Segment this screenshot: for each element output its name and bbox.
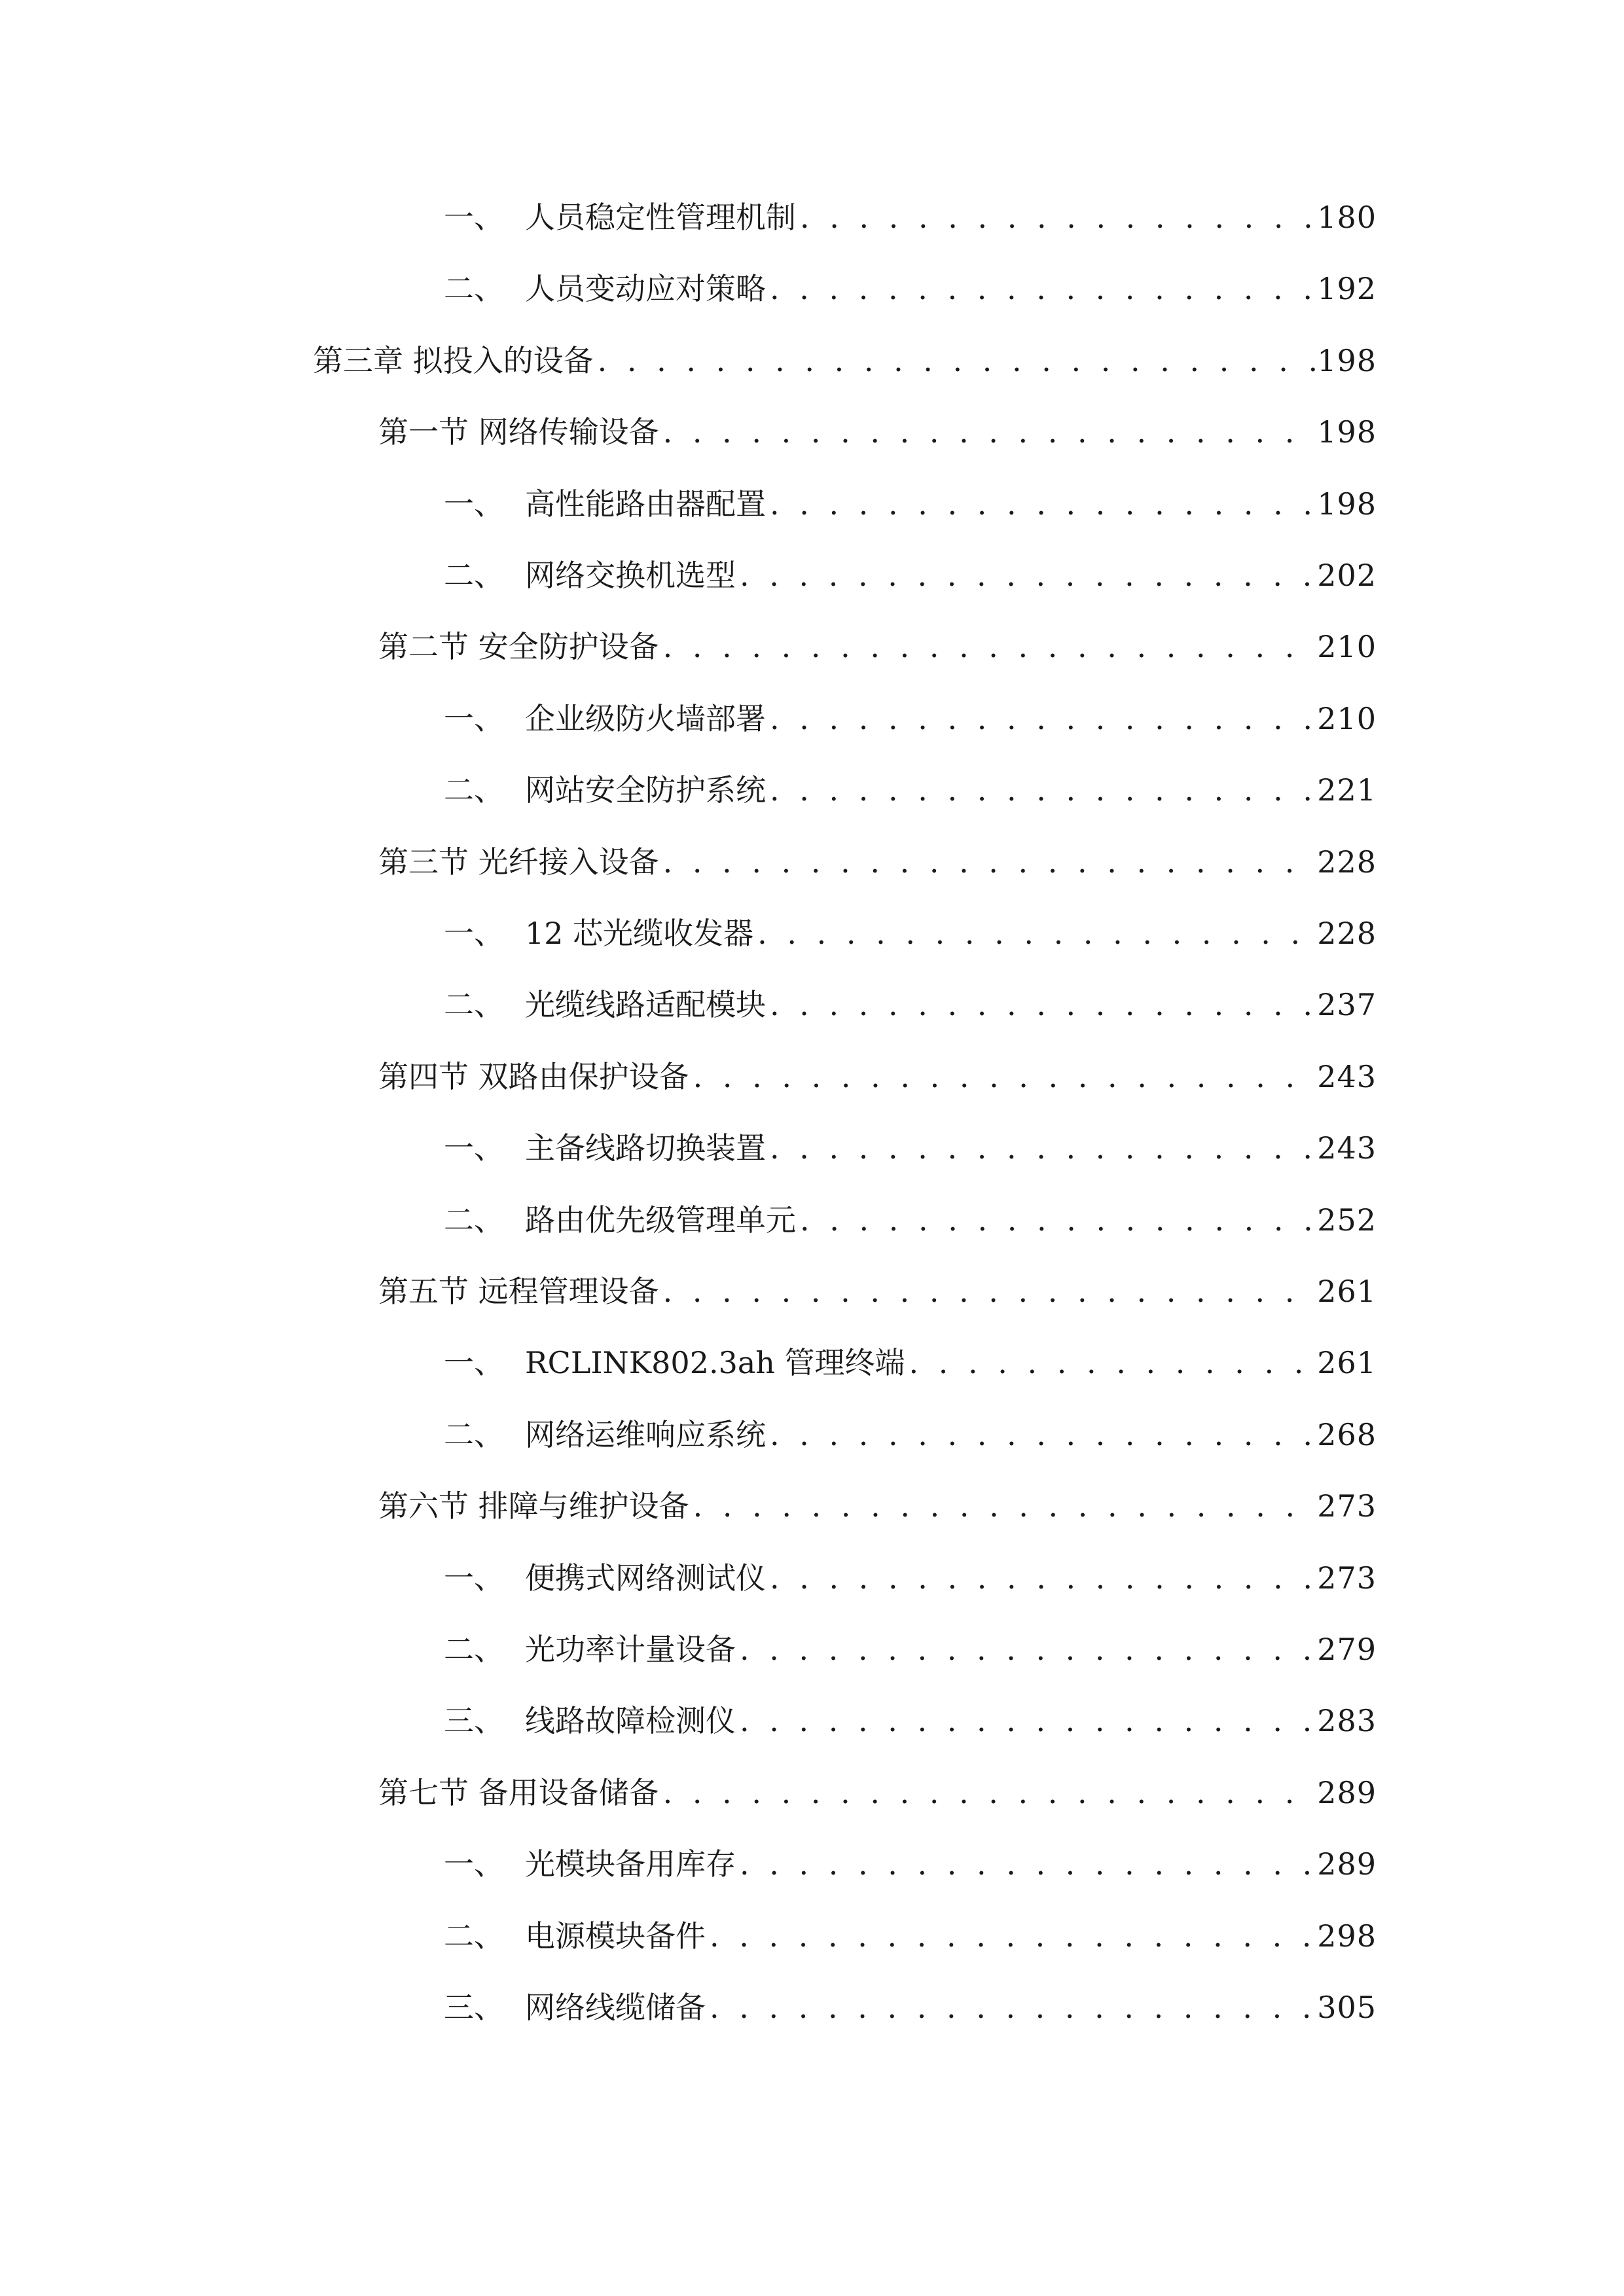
toc-entry-marker: 二、	[444, 1632, 504, 1667]
toc-entry-title: 人员变动应对策略	[525, 271, 766, 306]
toc-entry-title: 第六节 排障与维护设备	[378, 1488, 689, 1524]
toc-entry-page-number: 228	[1317, 916, 1377, 951]
toc-entry-page-number: 198	[1317, 414, 1377, 450]
toc-entry-page-number: 237	[1317, 987, 1377, 1022]
toc-entry-page-number: 283	[1317, 1703, 1377, 1738]
toc-entry-section[interactable]	[378, 1770, 1377, 1816]
toc-entry-page-number: 198	[1317, 343, 1377, 378]
toc-entry-page-number: 210	[1317, 629, 1377, 664]
toc-entry-page-number: 268	[1317, 1417, 1377, 1452]
toc-entry-leader	[659, 624, 1318, 670]
toc-entry-marker: 一、	[444, 1846, 504, 1882]
toc-entry-leader	[766, 481, 1317, 527]
toc-entry-title: 企业级防火墙部署	[525, 701, 766, 736]
toc-entry-marker: 二、	[444, 987, 504, 1022]
toc-entry-leader	[796, 1197, 1317, 1243]
toc-entry-marker: 二、	[444, 1918, 504, 1954]
toc-entry-item[interactable]	[444, 552, 1377, 598]
toc-entry-page-number: 289	[1317, 1775, 1377, 1810]
toc-entry-page-number: 273	[1317, 1560, 1377, 1596]
toc-entry-leader	[766, 767, 1317, 813]
toc-entry-item[interactable]	[444, 1913, 1377, 1959]
toc-entry-leader	[689, 1483, 1318, 1529]
toc-entry-leader	[689, 1054, 1318, 1100]
toc-entry-leader	[766, 1125, 1317, 1171]
toc-entry-marker: 一、	[444, 200, 504, 235]
toc-entry-item[interactable]	[444, 767, 1377, 813]
toc-entry-title: 第七节 备用设备储备	[378, 1775, 659, 1810]
toc-entry-page-number: 305	[1317, 1990, 1377, 2025]
toc-entry-section[interactable]	[378, 839, 1377, 885]
toc-entry-item[interactable]	[444, 1412, 1377, 1458]
toc-entry-title: 光功率计量设备	[525, 1632, 736, 1667]
toc-entry-item[interactable]	[444, 1197, 1377, 1243]
toc-entry-leader	[753, 910, 1317, 956]
toc-entry-marker: 一、	[444, 1345, 504, 1380]
toc-entry-title: 网络线缆储备	[525, 1990, 706, 2025]
toc-entry-title: 网络交换机选型	[525, 558, 736, 593]
toc-entry-marker: 一、	[444, 1560, 504, 1596]
toc-entry-item[interactable]	[444, 1555, 1377, 1601]
toc-entry-leader	[736, 1841, 1317, 1887]
toc-entry-leader	[706, 1913, 1317, 1959]
toc-entry-leader	[796, 194, 1317, 240]
toc-entry-item[interactable]	[444, 1698, 1377, 1744]
toc-entry-title: RCLINK802.3ah 管理终端	[525, 1345, 905, 1380]
toc-entry-page-number: 198	[1317, 486, 1377, 522]
toc-entry-page-number: 273	[1317, 1488, 1377, 1524]
toc-entry-leader	[736, 1626, 1317, 1672]
toc-entry-page-number: 261	[1317, 1274, 1377, 1309]
toc-entry-leader	[659, 409, 1318, 455]
toc-entry-page-number: 221	[1317, 772, 1377, 808]
toc-entry-title: 第四节 双路由保护设备	[378, 1059, 689, 1094]
toc-entry-leader	[706, 1984, 1317, 2030]
toc-entry-page-number: 228	[1317, 844, 1377, 880]
toc-entry-marker: 一、	[444, 1130, 504, 1166]
toc-entry-marker: 二、	[444, 1417, 504, 1452]
toc-entry-title: 网络运维响应系统	[525, 1417, 766, 1452]
toc-entry-item[interactable]	[444, 194, 1377, 240]
toc-entry-marker: 二、	[444, 1202, 504, 1238]
toc-entry-marker: 二、	[444, 271, 504, 306]
toc-entry-item[interactable]	[444, 1125, 1377, 1171]
toc-entry-marker: 三、	[444, 1703, 504, 1738]
toc-entry-title: 线路故障检测仪	[525, 1703, 736, 1738]
toc-entry-section[interactable]	[378, 1268, 1377, 1314]
toc-entry-item[interactable]	[444, 910, 1377, 956]
toc-entry-title: 高性能路由器配置	[525, 486, 766, 522]
toc-entry-title: 路由优先级管理单元	[525, 1202, 796, 1238]
toc-entry-leader	[766, 696, 1317, 742]
toc-entry-leader	[766, 1555, 1317, 1601]
toc-entry-leader	[659, 1770, 1318, 1816]
toc-entry-section[interactable]	[378, 1483, 1377, 1529]
toc-entry-page-number: 243	[1317, 1059, 1377, 1094]
toc-entry-leader	[736, 1698, 1317, 1744]
toc-entry-leader	[736, 552, 1317, 598]
toc-entry-title: 主备线路切换装置	[525, 1130, 766, 1166]
toc-entry-leader	[766, 1412, 1317, 1458]
toc-entry-title: 第五节 远程管理设备	[378, 1274, 659, 1309]
toc-entry-section[interactable]	[378, 624, 1377, 670]
toc-entry-title: 光模块备用库存	[525, 1846, 736, 1882]
toc-entry-section[interactable]	[378, 1054, 1377, 1100]
toc-entry-title: 12 芯光缆收发器	[525, 916, 754, 951]
toc-entry-page-number: 210	[1317, 701, 1377, 736]
toc-entry-page-number: 252	[1317, 1202, 1377, 1238]
toc-entry-page-number: 261	[1317, 1345, 1377, 1380]
toc-entry-title: 第三节 光纤接入设备	[378, 844, 659, 880]
toc-entry-page-number: 279	[1317, 1632, 1377, 1667]
toc-entry-leader	[594, 338, 1318, 384]
toc-entry-marker: 一、	[444, 916, 504, 951]
toc-entry-title: 人员稳定性管理机制	[525, 200, 796, 235]
toc-entry-item[interactable]	[444, 1626, 1377, 1672]
toc-entry-leader	[905, 1340, 1318, 1386]
toc-entry-marker: 二、	[444, 772, 504, 808]
toc-entry-marker: 一、	[444, 486, 504, 522]
toc-entry-title: 网站安全防护系统	[525, 772, 766, 808]
toc-entry-title: 光缆线路适配模块	[525, 987, 766, 1022]
toc-entry-page-number: 289	[1317, 1846, 1377, 1882]
toc-entry-page-number: 243	[1317, 1130, 1377, 1166]
toc-entry-item[interactable]	[444, 1340, 1377, 1386]
toc-entry-item[interactable]	[444, 266, 1377, 312]
toc-entry-item[interactable]	[444, 1984, 1377, 2030]
toc-entry-title: 第二节 安全防护设备	[378, 629, 659, 664]
toc-entry-marker: 三、	[444, 1990, 504, 2025]
toc-entry-marker: 一、	[444, 701, 504, 736]
toc-entry-item[interactable]	[444, 982, 1377, 1028]
toc-entry-title: 便携式网络测试仪	[525, 1560, 766, 1596]
toc-entry-marker: 二、	[444, 558, 504, 593]
toc-entry-title: 电源模块备件	[525, 1918, 706, 1954]
toc-entry-item[interactable]	[444, 696, 1377, 742]
toc-entry-leader	[766, 266, 1317, 312]
toc-entry-page-number: 202	[1317, 558, 1377, 593]
toc-entry-chapter[interactable]	[313, 338, 1377, 384]
toc-entry-title: 第一节 网络传输设备	[378, 414, 659, 450]
toc-entry-page-number: 180	[1317, 200, 1377, 235]
toc-entry-leader	[659, 839, 1318, 885]
toc-entry-leader	[659, 1268, 1318, 1314]
toc-entry-leader	[766, 982, 1317, 1028]
toc-entry-page-number: 192	[1317, 271, 1377, 306]
toc-entry-item[interactable]	[444, 1841, 1377, 1887]
toc-entry-item[interactable]	[444, 481, 1377, 527]
toc-entry-section[interactable]	[378, 409, 1377, 455]
toc-entry-page-number: 298	[1317, 1918, 1377, 1954]
toc-entry-title: 第三章 拟投入的设备	[313, 343, 594, 378]
